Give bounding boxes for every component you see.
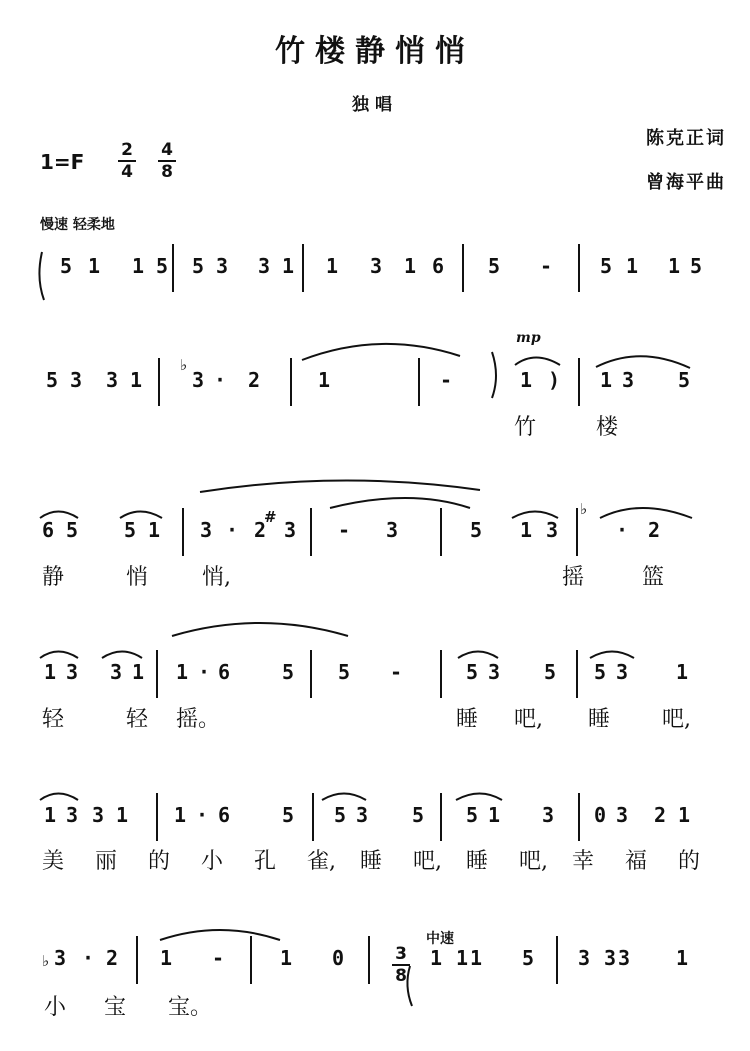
dot-mark: ·: [214, 368, 227, 392]
lyric-syllable: 悄,: [202, 565, 231, 590]
note: 5: [522, 946, 535, 970]
note: 6: [432, 254, 445, 278]
extension-dash: -: [212, 946, 225, 970]
bar-line: [440, 508, 442, 556]
note: 5: [488, 254, 501, 278]
note: 1: [456, 946, 469, 970]
note: 3: [192, 368, 205, 392]
extension-dash: -: [338, 518, 351, 542]
note: 1: [176, 660, 189, 684]
lyric-syllable: 小: [201, 849, 224, 874]
flat-sign: ♭: [180, 356, 188, 374]
note: 3: [616, 803, 629, 827]
note: 1: [430, 946, 443, 970]
note: 1: [668, 254, 681, 278]
note: 2: [654, 803, 667, 827]
note: 3: [106, 368, 119, 392]
bar-line: [182, 508, 184, 556]
note: 3: [578, 946, 591, 970]
dot-mark: ·: [196, 803, 209, 827]
bar-line: [172, 244, 174, 292]
note: 1: [318, 368, 331, 392]
bar-line: [556, 936, 558, 984]
bar-line: [576, 508, 578, 556]
key-signature: 1=F: [40, 150, 85, 174]
lyric-syllable: 吧,: [514, 707, 543, 732]
bar-line: [136, 936, 138, 984]
note: 5: [124, 518, 137, 542]
note: 3: [618, 946, 631, 970]
note: 5: [282, 803, 295, 827]
note: 3: [542, 803, 555, 827]
note: 1: [626, 254, 639, 278]
bar-line: [156, 650, 158, 698]
note: 3: [200, 518, 213, 542]
note: 1: [326, 254, 339, 278]
note: 3: [258, 254, 271, 278]
bar-line: [156, 793, 158, 841]
note: 2: [248, 368, 261, 392]
note: 2: [106, 946, 119, 970]
note: 1: [676, 660, 689, 684]
performance-type: 独唱: [352, 95, 398, 115]
note: 1: [600, 368, 613, 392]
note: 1: [676, 946, 689, 970]
bar-line: [578, 358, 580, 406]
note: 3: [54, 946, 67, 970]
lyric-syllable: 摇。: [176, 707, 221, 732]
note: 1: [132, 660, 145, 684]
note: 1: [280, 946, 293, 970]
note: 1: [130, 368, 143, 392]
lyric-syllable: 轻: [42, 707, 65, 732]
note: 0: [332, 946, 345, 970]
note: 1: [520, 518, 533, 542]
lyric-syllable: 的: [148, 849, 171, 874]
bar-line: [368, 936, 370, 984]
bar-line: [440, 793, 442, 841]
lyric-syllable: 睡: [466, 849, 489, 874]
note: 5: [600, 254, 613, 278]
note: 1: [148, 518, 161, 542]
note: 5: [678, 368, 691, 392]
lyric-syllable: 的: [678, 849, 701, 874]
note: 3: [488, 660, 501, 684]
note: 2: [648, 518, 661, 542]
bar-line: [158, 358, 160, 406]
note: 3: [216, 254, 229, 278]
note: 5: [470, 518, 483, 542]
note: 3: [66, 803, 79, 827]
lyric-syllable: 篮: [642, 565, 665, 590]
lyric-syllable: 静: [42, 565, 65, 590]
note: 1: [44, 660, 57, 684]
dynamic-mark: mp: [516, 330, 541, 346]
time-signature-4-8: 4 8: [158, 140, 176, 182]
note: 5: [334, 803, 347, 827]
lyric-syllable: 幸: [572, 849, 595, 874]
bar-line: [576, 650, 578, 698]
note: 5: [466, 803, 479, 827]
note: 3: [546, 518, 559, 542]
lyric-syllable: 丽: [95, 849, 118, 874]
note: 3: [92, 803, 105, 827]
extension-dash: -: [440, 368, 453, 392]
bar-line: [578, 244, 580, 292]
note: 6: [218, 660, 231, 684]
bar-line: [310, 508, 312, 556]
extension-dash: -: [540, 254, 553, 278]
note: 5: [690, 254, 703, 278]
note: 6: [42, 518, 55, 542]
lyric-syllable: 宝。: [168, 995, 213, 1020]
note: 3: [110, 660, 123, 684]
lyric-syllable: 福: [625, 849, 648, 874]
lyric-syllable: 小: [44, 995, 67, 1020]
note: 5: [338, 660, 351, 684]
lyric-syllable: 吧,: [519, 849, 548, 874]
note: 1: [160, 946, 173, 970]
lyric-syllable: 孔: [254, 849, 277, 874]
lyric-syllable: 楼: [596, 415, 619, 440]
note: 1: [520, 368, 533, 392]
flat-sign: ♭: [580, 500, 588, 518]
note: 5: [544, 660, 557, 684]
bar-line: [250, 936, 252, 984]
note: 1: [470, 946, 483, 970]
lyric-syllable: 吧,: [662, 707, 691, 732]
note: 1: [88, 254, 101, 278]
lyric-syllable: 睡: [456, 707, 479, 732]
bar-line: [312, 793, 314, 841]
note: 3: [70, 368, 83, 392]
lyric-syllable: 竹: [514, 415, 537, 440]
note: 1: [116, 803, 129, 827]
bar-line: [310, 650, 312, 698]
note: 1: [282, 254, 295, 278]
note: 3: [356, 803, 369, 827]
bar-line: [418, 358, 420, 406]
note: 3: [370, 254, 383, 278]
note: 1: [132, 254, 145, 278]
time-signature-2-4: 2 4: [118, 140, 136, 182]
lyric-syllable: 雀,: [307, 849, 336, 874]
bar-line: [462, 244, 464, 292]
tempo-marking: 慢速 轻柔地: [40, 217, 115, 233]
note: 5: [66, 518, 79, 542]
dot-mark: ·: [616, 518, 629, 542]
bar-line: [290, 358, 292, 406]
note: 1: [44, 803, 57, 827]
composer-credit: 曾海平曲: [646, 172, 726, 193]
lyric-syllable: 睡: [360, 849, 383, 874]
dot-mark: ·: [198, 660, 211, 684]
note: ): [548, 368, 561, 392]
note: 5: [594, 660, 607, 684]
lyric-syllable: 宝: [104, 995, 127, 1020]
note: 3: [604, 946, 617, 970]
note: 2: [254, 518, 267, 542]
note: 1: [678, 803, 691, 827]
lyric-syllable: 美: [42, 849, 65, 874]
note: 1: [174, 803, 187, 827]
lyric-syllable: 摇: [562, 565, 585, 590]
note: 5: [60, 254, 73, 278]
note: 5: [192, 254, 205, 278]
note: 3: [284, 518, 297, 542]
song-title: 竹楼静悄悄: [275, 34, 475, 69]
note: 0: [594, 803, 607, 827]
note: 1: [404, 254, 417, 278]
bar-line: [578, 793, 580, 841]
note: 3: [622, 368, 635, 392]
time-signature-change: 3 8: [392, 944, 410, 986]
bar-line: [440, 650, 442, 698]
note: 3: [616, 660, 629, 684]
note: 5: [412, 803, 425, 827]
note: 5: [466, 660, 479, 684]
dot-mark: ·: [226, 518, 239, 542]
lyric-syllable: 吧,: [413, 849, 442, 874]
note: 5: [156, 254, 169, 278]
note: 5: [46, 368, 59, 392]
extension-dash: -: [390, 660, 403, 684]
flat-sign: ♭: [42, 952, 50, 970]
dot-mark: ·: [82, 946, 95, 970]
lyric-syllable: 睡: [588, 707, 611, 732]
tempo-change: 中速: [426, 931, 454, 947]
lyric-syllable: 轻: [126, 707, 149, 732]
bar-line: [302, 244, 304, 292]
note: 3: [66, 660, 79, 684]
note: 6: [218, 803, 231, 827]
lyric-syllable: 悄: [126, 565, 149, 590]
lyricist-credit: 陈克正词: [646, 128, 726, 149]
note: 3: [386, 518, 399, 542]
sharp-sign: #: [264, 508, 277, 526]
note: 5: [282, 660, 295, 684]
note: 1: [488, 803, 501, 827]
